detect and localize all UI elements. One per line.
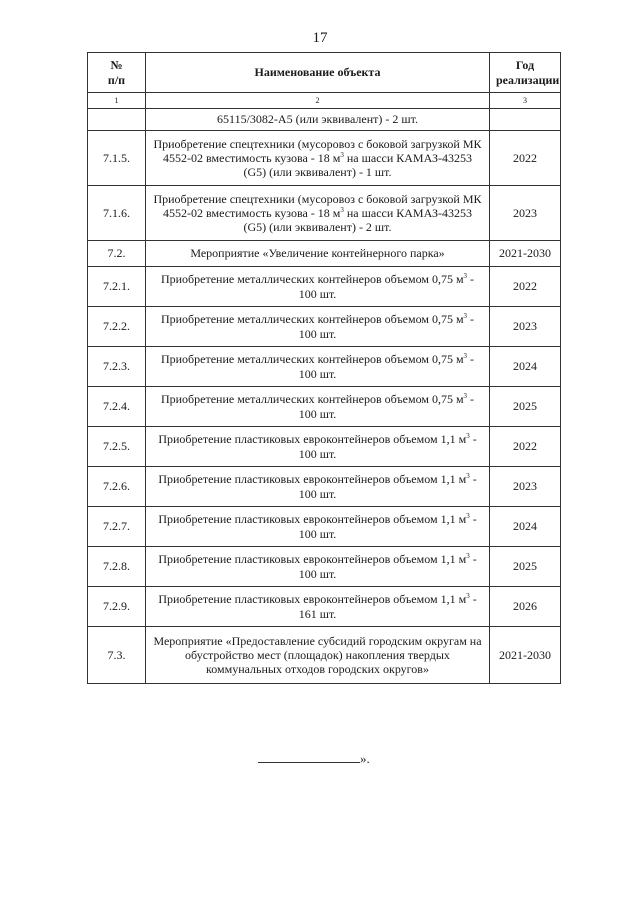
row-name [146,347,490,387]
page-number: 17 [312,30,328,46]
row-year: 2023 [490,467,561,507]
row-name-text: Приобретение пластиковых евроконтейнеров объемом 1,1 м [158,552,467,567]
row-number: 7.1.5. [88,131,146,186]
header-name: Наименование объекта [146,53,490,93]
row-name-text-end: - 100 шт. [298,312,475,341]
row-name-text: Приобретение пластиковых евроконтейнеров объемом 1,1 м [158,592,467,607]
row-name-superscript: 3 [466,432,470,441]
row-year: 2022 [490,427,561,467]
row-year: 2021-2030 [490,241,561,267]
table-row [88,347,561,387]
row-name-text-end: - 100 шт. [298,432,477,461]
row-year: 2021-2030 [490,627,561,684]
row-number: 7.2.1. [88,267,146,307]
row-number: 7.3. [88,627,146,684]
row-name-superscript: 3 [340,150,344,159]
row-name-superscript: 3 [466,512,470,521]
row-name [146,186,490,241]
row-name: Мероприятие «Предоставление субсидий городским округам на обустройство мест (площадок) накопления твердых коммунальных отходов городских округов» [146,627,490,684]
table-row [88,267,561,307]
row-number: 7.1.6. [88,186,146,241]
row-year [490,109,561,131]
row-number: 7.2. [88,241,146,267]
table-row [88,109,561,131]
table-row [88,547,561,587]
closing-line [258,750,370,767]
table-row [88,307,561,347]
row-year: 2026 [490,587,561,627]
row-name-text: Приобретение спецтехники (мусоровоз с боковой загрузкой МК 4552-02 вместимость кузова - 18 м [153,136,482,165]
row-number: 7.2.7. [88,507,146,547]
header-num [88,53,146,93]
row-name-text-end: - 100 шт. [298,552,477,581]
table-row [88,427,561,467]
index-row [88,93,561,109]
row-name [146,307,490,347]
signature-blank [258,750,360,763]
row-number: 7.2.5. [88,427,146,467]
row-name [146,507,490,547]
row-name [146,587,490,627]
row-name-superscript: 3 [463,352,468,361]
table-row [88,467,561,507]
row-name [146,467,490,507]
row-name-text: Приобретение спецтехники (мусоровоз с боковой загрузкой МК 4552-02 вместимость кузова - 18 м [153,191,482,220]
row-name-text-end: на шасси КАМАЗ-43253 (G5) (или эквивалент) - 1 шт. [243,150,472,180]
index-year: 3 [490,93,561,109]
row-name [146,547,490,587]
row-name-superscript: 3 [463,392,468,401]
row-number: 7.2.3. [88,347,146,387]
table-header-row [88,53,561,93]
row-name-text-end: на шасси КАМАЗ-43253 (G5) (или эквивалент) - 2 шт. [243,205,472,235]
row-year: 2023 [490,186,561,241]
header-year-text: Год реализации [496,58,560,87]
row-number: 7.2.4. [88,387,146,427]
row-name-text: Приобретение пластиковых евроконтейнеров объемом 1,1 м [158,472,467,487]
row-name-text: Приобретение металлических контейнеров объемом 0,75 м [160,312,464,327]
header-num-text: № п/п [107,58,126,87]
row-name [146,131,490,186]
row-number: 7.2.6. [88,467,146,507]
row-number [88,109,146,131]
index-num: 1 [88,93,146,109]
row-name-text-end: - 100 шт. [298,472,477,501]
row-year: 2022 [490,131,561,186]
row-year: 2023 [490,307,561,347]
row-name: Мероприятие «Увеличение контейнерного парка» [146,241,490,267]
row-name-text-end: - 161 шт. [298,592,477,621]
row-name-text: Приобретение металлических контейнеров объемом 0,75 м [160,352,464,367]
row-name-text: Приобретение пластиковых евроконтейнеров объемом 1,1 м [158,512,467,527]
header-year [490,53,561,93]
row-name-text-end: - 100 шт. [298,352,475,381]
row-name-superscript: 3 [463,312,468,321]
row-name-text-end: - 100 шт. [298,272,475,301]
row-name-superscript: 3 [340,205,344,214]
row-name-superscript: 3 [466,552,470,561]
row-year: 2022 [490,267,561,307]
table-row [88,241,561,267]
row-year: 2024 [490,507,561,547]
row-name-text-end: - 100 шт. [298,512,477,541]
row-name [146,427,490,467]
row-number: 7.2.9. [88,587,146,627]
objects-table [87,52,561,684]
row-name-text-end: - 100 шт. [298,392,475,421]
closing-quote: ». [360,751,370,766]
row-name-text: Приобретение металлических контейнеров объемом 0,75 м [160,392,464,407]
row-name-text: Приобретение металлических контейнеров объемом 0,75 м [160,272,464,287]
row-name-superscript: 3 [463,272,468,281]
index-name: 2 [146,93,490,109]
table-row [88,387,561,427]
table-body [88,109,561,684]
row-number: 7.2.8. [88,547,146,587]
table-row [88,131,561,186]
row-year: 2024 [490,347,561,387]
row-name [146,267,490,307]
row-name-superscript: 3 [466,592,470,601]
row-name-text: Приобретение пластиковых евроконтейнеров объемом 1,1 м [158,432,467,447]
row-year: 2025 [490,387,561,427]
row-name [146,387,490,427]
row-number: 7.2.2. [88,307,146,347]
table-row [88,186,561,241]
row-name: 65115/3082-А5 (или эквивалент) - 2 шт. [146,109,490,131]
table-row [88,587,561,627]
table-row [88,507,561,547]
row-name-superscript: 3 [466,472,470,481]
row-year: 2025 [490,547,561,587]
table-row [88,627,561,684]
